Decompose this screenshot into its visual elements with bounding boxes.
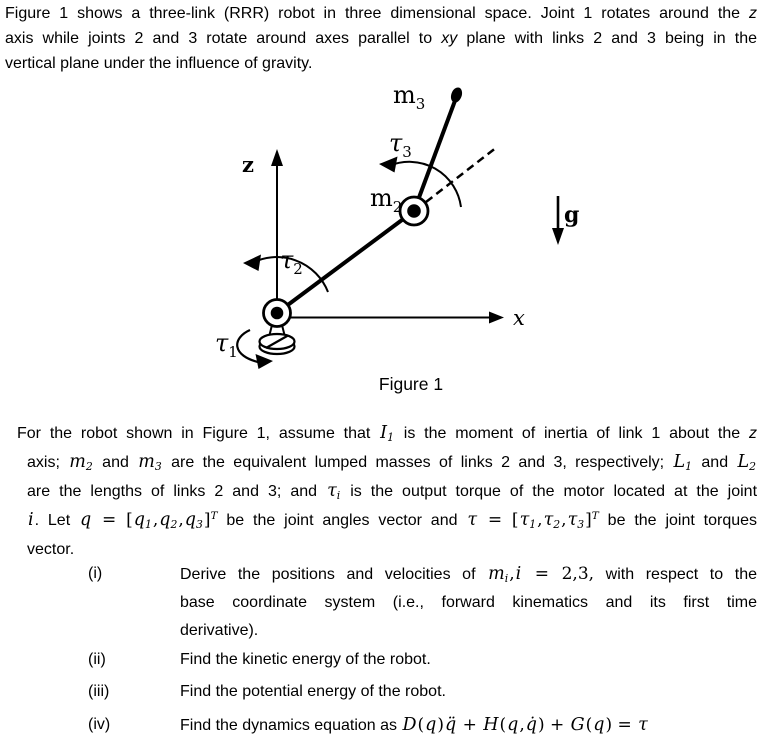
link-3 [414, 98, 456, 211]
task-marker-iii: (iii) [88, 683, 110, 700]
m3-label: $m_3$ [393, 81, 426, 113]
task-marker-iv: (iv) [88, 716, 111, 733]
z-axis-label: z [242, 152, 254, 177]
x-axis-arrowhead [489, 312, 504, 324]
text-line: For the robot shown in Figure 1, assume that $I_1$ is the moment of inertia of link 1 about the z [17, 423, 757, 445]
joint-1-base [264, 300, 291, 327]
x-axis [281, 312, 504, 324]
text-line: Figure 1 shows a three-link (RRR) robot in three dimensional space. Joint 1 rotates around the z [5, 5, 757, 22]
tau3-label: $\tau_3$ [389, 129, 412, 161]
base-motor-disc [260, 334, 295, 354]
text-line: Find the dynamics equation as D(q)q̈ + H(q,q̇) + G(q) = τ [180, 715, 648, 735]
body-paragraph [17, 419, 757, 564]
m2-label: $m_2$ [370, 184, 403, 216]
text-line: Find the kinetic energy of the robot. [180, 651, 431, 668]
text-line: Find the potential energy of the robot. [180, 683, 446, 700]
text-line: Derive the positions and velocities of $m_i,i = 2,3$, with respect to the [180, 564, 757, 586]
text-line: base coordinate system (i.e., forward kinematics and its first time [180, 594, 757, 611]
text-line: i. Let $q = [q_1,q_2,q_3]^T$ be the joint angles vector and $\tau = [\tau_1,\tau_2,\tau_3]^T$ be the joint torques [28, 510, 758, 532]
task-marker-i: (i) [88, 565, 103, 582]
gravity-arrow [552, 196, 564, 245]
text-line: are the lengths of links 2 and 3; and $\tau_i$ is the output torque of the motor located at the joint [27, 481, 758, 503]
tau2-label: $\tau_2$ [280, 246, 303, 278]
x-axis-label: x [513, 306, 525, 330]
task-marker-ii: (ii) [88, 651, 106, 668]
text-line: vertical plane under the influence of gravity. [5, 55, 313, 72]
figure-caption: Figure 1 [378, 374, 444, 394]
text-line: axis while joints 2 and 3 rotate around axes parallel to xy plane with links 2 and 3 being in the [5, 30, 758, 47]
task-item-iv [180, 711, 649, 740]
gravity-label: g [564, 202, 580, 228]
text-line: derivative). [180, 622, 259, 639]
z-axis-arrowhead [271, 149, 283, 166]
task-item-ii [180, 646, 431, 674]
tau1-label: $\tau_1$ [215, 329, 238, 361]
task-item-iii [180, 678, 446, 706]
z-axis [271, 149, 283, 315]
text-line: axis; $m_2$ and $m_3$ are the equivalent lumped masses of links 2 and 3, respectively; $L_1$ and $L_2$ [27, 452, 757, 474]
task-item-i [180, 560, 757, 645]
m3-point-mass [449, 86, 464, 104]
joint-2-m2 [400, 197, 428, 225]
text-line: vector. [27, 541, 75, 558]
